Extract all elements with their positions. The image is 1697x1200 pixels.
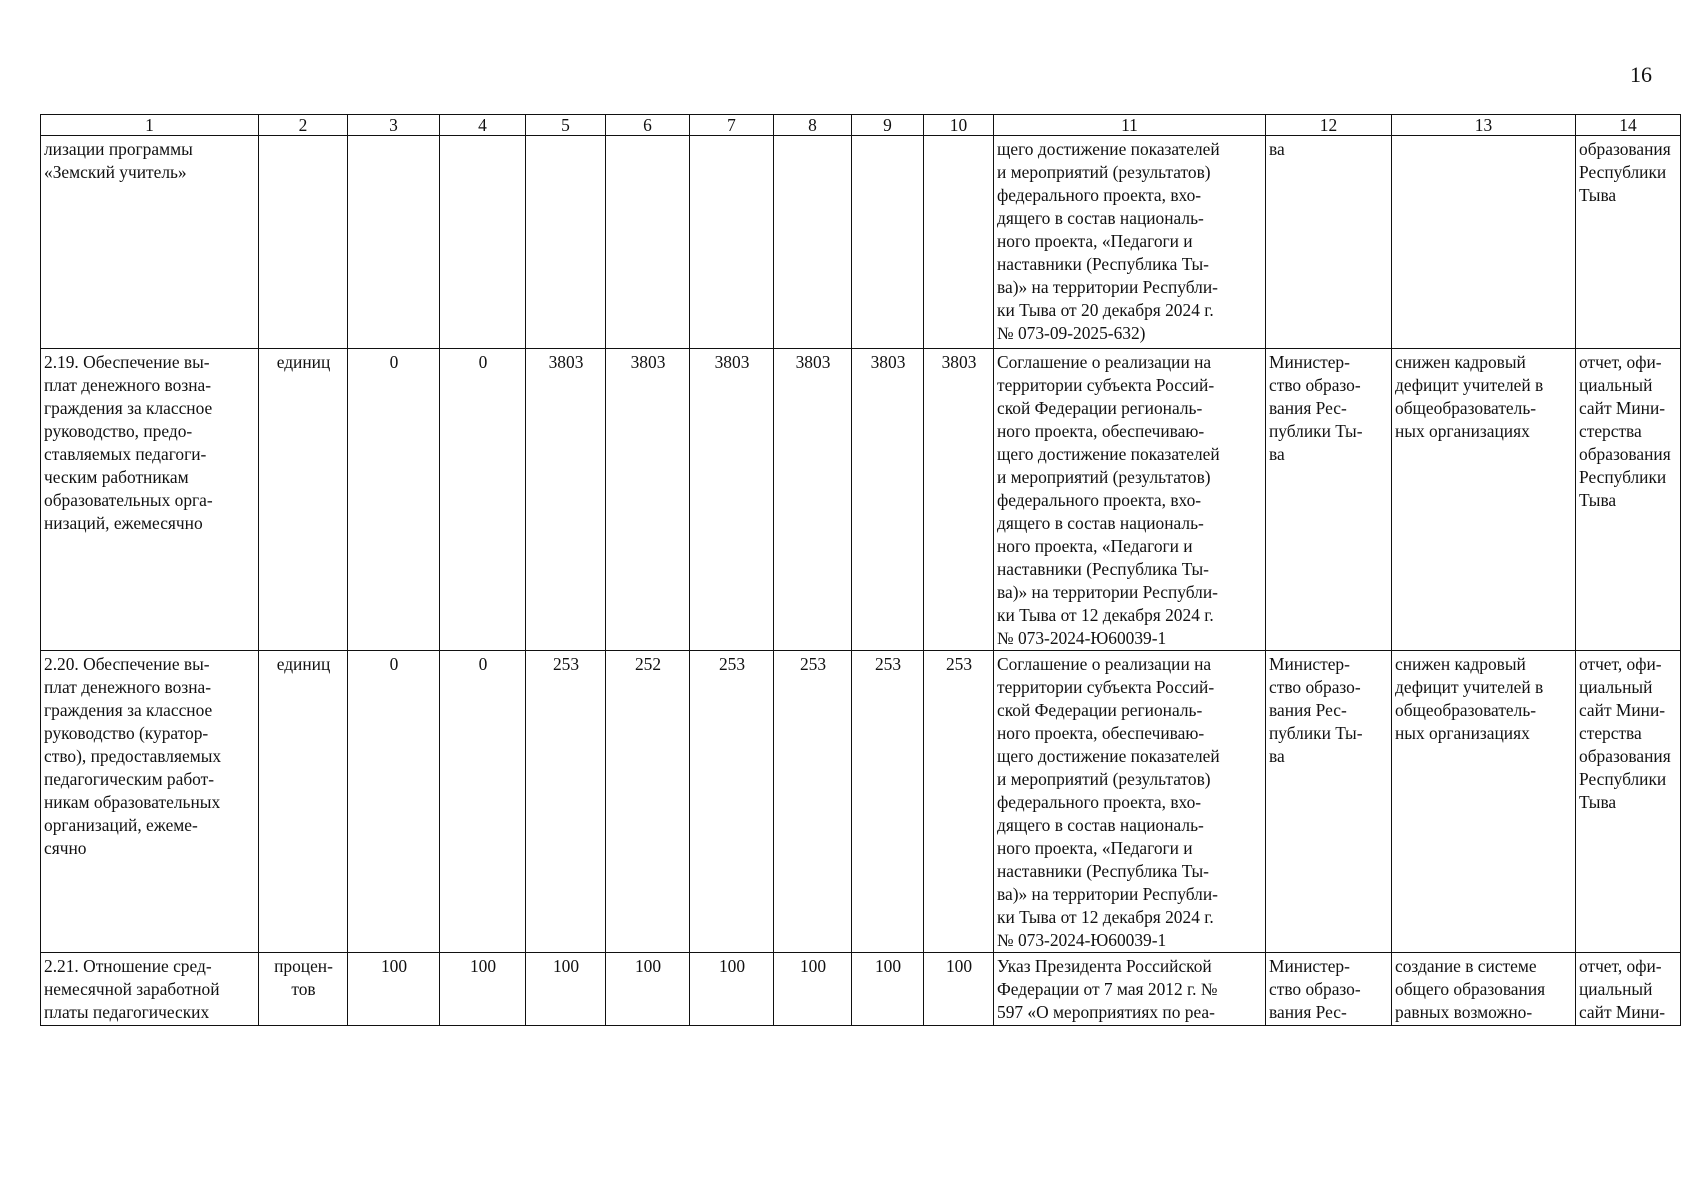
- basis-document-cell: [994, 651, 1266, 953]
- cell-line: публики Ты-: [1269, 421, 1363, 441]
- column-header: 8: [774, 115, 852, 136]
- cell-line: сайт Мини-: [1579, 1002, 1666, 1022]
- cell-line: снижен кадровый: [1395, 654, 1526, 674]
- value-cell: 100: [690, 953, 774, 1026]
- cell-line: организаций, ежеме-: [44, 815, 198, 835]
- cell-line: циальный: [1579, 979, 1653, 999]
- value-cell: 100: [606, 953, 690, 1026]
- cell-line: граждения за классное: [44, 700, 213, 720]
- unit-cell: [259, 136, 348, 349]
- cell-line: ва)» на территории Республи-: [997, 884, 1218, 904]
- cell-line: циальный: [1579, 375, 1653, 395]
- cell-line: вания Рес-: [1269, 700, 1347, 720]
- cell-line: общеобразователь-: [1395, 700, 1537, 720]
- value-cell: [852, 136, 924, 349]
- table-header-row: [41, 115, 1681, 136]
- table-row: [41, 349, 1681, 651]
- cell-line: щего достижение показателей: [997, 139, 1220, 159]
- value-cell: 3803: [606, 349, 690, 651]
- cell-line: наставники (Республика Ты-: [997, 861, 1209, 881]
- value-cell: [774, 136, 852, 349]
- responsible-cell: [1266, 136, 1392, 349]
- cell-line: ного проекта, «Педагоги и: [997, 536, 1193, 556]
- cell-line: ного проекта, «Педагоги и: [997, 838, 1193, 858]
- cell-line: ки Тыва от 12 декабря 2024 г.: [997, 907, 1214, 927]
- value-cell: 100: [348, 953, 440, 1026]
- value-cell: 0: [348, 349, 440, 651]
- cell-line: Тыва: [1579, 185, 1617, 205]
- column-header: 12: [1266, 115, 1392, 136]
- cell-line: ва)» на территории Республи-: [997, 277, 1218, 297]
- indicator-name-cell: [41, 651, 259, 953]
- column-header: 10: [924, 115, 994, 136]
- table-row: [41, 953, 1681, 1026]
- cell-line: ческим работникам: [44, 467, 189, 487]
- cell-line: № 073-09-2025-632): [997, 323, 1146, 343]
- value-cell: [924, 136, 994, 349]
- cell-line: Соглашение о реализации на: [997, 654, 1212, 674]
- column-header: 11: [994, 115, 1266, 136]
- cell-line: вания Рес-: [1269, 1002, 1347, 1022]
- cell-line: ва)» на территории Республи-: [997, 582, 1218, 602]
- cell-line: Республики: [1579, 467, 1667, 487]
- cell-line: образовательных орга-: [44, 490, 213, 510]
- cell-line: циальный: [1579, 677, 1653, 697]
- cell-line: ных организациях: [1395, 421, 1530, 441]
- cell-line: и мероприятий (результатов): [997, 162, 1211, 182]
- result-cell: [1392, 349, 1576, 651]
- cell-line: ство образо-: [1269, 979, 1361, 999]
- cell-line: стерства: [1579, 723, 1642, 743]
- cell-line: ство), предоставляемых: [44, 746, 222, 766]
- indicators-table: [40, 114, 1681, 1026]
- cell-line: ва: [1269, 746, 1285, 766]
- cell-line: дящего в состав националь-: [997, 513, 1204, 533]
- cell-line: дящего в состав националь-: [997, 815, 1204, 835]
- column-header: 4: [440, 115, 526, 136]
- table-row: [41, 136, 1681, 349]
- value-cell: 100: [526, 953, 606, 1026]
- value-cell: 253: [924, 651, 994, 953]
- cell-line: дефицит учителей в: [1395, 375, 1544, 395]
- cell-line: Тыва: [1579, 490, 1617, 510]
- cell-line: Министер-: [1269, 352, 1350, 372]
- responsible-cell: [1266, 651, 1392, 953]
- page-number: 16: [1630, 62, 1652, 87]
- value-cell: 253: [852, 651, 924, 953]
- unit-cell: [259, 953, 348, 1026]
- cell-line: отчет, офи-: [1579, 352, 1662, 372]
- value-cell: 100: [774, 953, 852, 1026]
- cell-line: 2.20. Обеспечение вы-: [44, 654, 210, 674]
- value-cell: 0: [440, 651, 526, 953]
- column-header: 5: [526, 115, 606, 136]
- cell-line: дефицит учителей в: [1395, 677, 1544, 697]
- unit-text: процен-тов: [274, 956, 333, 999]
- cell-line: публики Ты-: [1269, 723, 1363, 743]
- cell-line: образования: [1579, 746, 1671, 766]
- value-cell: 100: [852, 953, 924, 1026]
- cell-line: отчет, офи-: [1579, 956, 1662, 976]
- cell-line: Федерации от 7 мая 2012 г. №: [997, 979, 1218, 999]
- cell-line: общеобразователь-: [1395, 398, 1537, 418]
- cell-line: и мероприятий (результатов): [997, 769, 1211, 789]
- cell-line: наставники (Республика Ты-: [997, 254, 1209, 274]
- column-header: 1: [41, 115, 259, 136]
- value-cell: 253: [690, 651, 774, 953]
- cell-line: снижен кадровый: [1395, 352, 1526, 372]
- value-cell: 3803: [852, 349, 924, 651]
- result-cell: [1392, 651, 1576, 953]
- cell-line: низаций, ежемесячно: [44, 513, 203, 533]
- cell-line: ской Федерации региональ-: [997, 398, 1203, 418]
- cell-line: платы педагогических: [44, 1002, 210, 1022]
- cell-line: ставляемых педагоги-: [44, 444, 207, 464]
- value-cell: [440, 136, 526, 349]
- cell-line: ки Тыва от 12 декабря 2024 г.: [997, 605, 1214, 625]
- column-header: 6: [606, 115, 690, 136]
- cell-line: федерального проекта, вхо-: [997, 185, 1202, 205]
- result-cell: [1392, 953, 1576, 1026]
- cell-line: руководство, предо-: [44, 421, 193, 441]
- value-cell: 100: [924, 953, 994, 1026]
- indicator-name-cell: [41, 953, 259, 1026]
- value-cell: 253: [526, 651, 606, 953]
- table-row: [41, 651, 1681, 953]
- cell-line: и мероприятий (результатов): [997, 467, 1211, 487]
- result-cell: [1392, 136, 1576, 349]
- value-cell: 3803: [690, 349, 774, 651]
- cell-line: 2.21. Отношение сред-: [44, 956, 212, 976]
- cell-line: 597 «О мероприятиях по реа-: [997, 1002, 1215, 1022]
- value-cell: 3803: [526, 349, 606, 651]
- indicator-name-cell: [41, 349, 259, 651]
- cell-line: ство образо-: [1269, 677, 1361, 697]
- cell-line: территории субъекта Россий-: [997, 375, 1215, 395]
- value-cell: 253: [774, 651, 852, 953]
- column-header: 2: [259, 115, 348, 136]
- cell-line: образования: [1579, 139, 1671, 159]
- cell-line: Тыва: [1579, 792, 1617, 812]
- value-cell: 3803: [774, 349, 852, 651]
- value-cell: 0: [348, 651, 440, 953]
- cell-line: наставники (Республика Ты-: [997, 559, 1209, 579]
- source-cell: [1576, 953, 1681, 1026]
- cell-line: Соглашение о реализации на: [997, 352, 1212, 372]
- cell-line: сячно: [44, 838, 87, 858]
- cell-line: равных возможно-: [1395, 1002, 1533, 1022]
- cell-line: дящего в состав националь-: [997, 208, 1204, 228]
- column-header: 9: [852, 115, 924, 136]
- cell-line: плат денежного возна-: [44, 375, 212, 395]
- cell-line: руководство (куратор-: [44, 723, 209, 743]
- cell-line: сайт Мини-: [1579, 398, 1666, 418]
- cell-line: № 073-2024-Ю60039-1: [997, 628, 1167, 648]
- source-cell: [1576, 136, 1681, 349]
- cell-line: лизации программы: [44, 139, 193, 159]
- unit-cell: единиц: [259, 651, 348, 953]
- value-cell: 3803: [924, 349, 994, 651]
- cell-line: щего достижение показателей: [997, 444, 1220, 464]
- cell-line: никам образовательных: [44, 792, 221, 812]
- cell-line: территории субъекта Россий-: [997, 677, 1215, 697]
- basis-document-cell: [994, 136, 1266, 349]
- cell-line: № 073-2024-Ю60039-1: [997, 930, 1167, 950]
- cell-line: ки Тыва от 20 декабря 2024 г.: [997, 300, 1214, 320]
- value-cell: [348, 136, 440, 349]
- source-cell: [1576, 349, 1681, 651]
- value-cell: 100: [440, 953, 526, 1026]
- responsible-cell: [1266, 953, 1392, 1026]
- cell-line: ской Федерации региональ-: [997, 700, 1203, 720]
- cell-line: федерального проекта, вхо-: [997, 490, 1202, 510]
- basis-document-cell: [994, 953, 1266, 1026]
- value-cell: [690, 136, 774, 349]
- basis-document-cell: [994, 349, 1266, 651]
- cell-line: щего достижение показателей: [997, 746, 1220, 766]
- source-cell: [1576, 651, 1681, 953]
- cell-line: создание в системе: [1395, 956, 1537, 976]
- cell-line: плат денежного возна-: [44, 677, 212, 697]
- column-header: 13: [1392, 115, 1576, 136]
- cell-line: сайт Мини-: [1579, 700, 1666, 720]
- cell-line: Министер-: [1269, 956, 1350, 976]
- cell-line: Республики: [1579, 162, 1667, 182]
- cell-line: общего образования: [1395, 979, 1546, 999]
- value-cell: [606, 136, 690, 349]
- responsible-cell: [1266, 349, 1392, 651]
- value-cell: 252: [606, 651, 690, 953]
- cell-line: ного проекта, обеспечиваю-: [997, 421, 1205, 441]
- column-header: 7: [690, 115, 774, 136]
- cell-line: Республики: [1579, 769, 1667, 789]
- cell-line: немесячной заработной: [44, 979, 220, 999]
- cell-line: педагогическим работ-: [44, 769, 215, 789]
- cell-line: граждения за классное: [44, 398, 213, 418]
- cell-line: ного проекта, «Педагоги и: [997, 231, 1193, 251]
- cell-line: «Земский учитель»: [44, 162, 187, 182]
- cell-line: Министер-: [1269, 654, 1350, 674]
- column-header: 14: [1576, 115, 1681, 136]
- value-cell: [526, 136, 606, 349]
- cell-line: отчет, офи-: [1579, 654, 1662, 674]
- indicator-name-cell: [41, 136, 259, 349]
- cell-line: 2.19. Обеспечение вы-: [44, 352, 210, 372]
- cell-line: ва: [1269, 444, 1285, 464]
- unit-cell: единиц: [259, 349, 348, 651]
- cell-line: вания Рес-: [1269, 398, 1347, 418]
- cell-line: ство образо-: [1269, 375, 1361, 395]
- cell-line: ва: [1269, 139, 1285, 159]
- cell-line: ных организациях: [1395, 723, 1530, 743]
- cell-line: федерального проекта, вхо-: [997, 792, 1202, 812]
- cell-line: образования: [1579, 444, 1671, 464]
- column-header: 3: [348, 115, 440, 136]
- cell-line: стерства: [1579, 421, 1642, 441]
- value-cell: 0: [440, 349, 526, 651]
- cell-line: Указ Президента Российской: [997, 956, 1212, 976]
- cell-line: ного проекта, обеспечиваю-: [997, 723, 1205, 743]
